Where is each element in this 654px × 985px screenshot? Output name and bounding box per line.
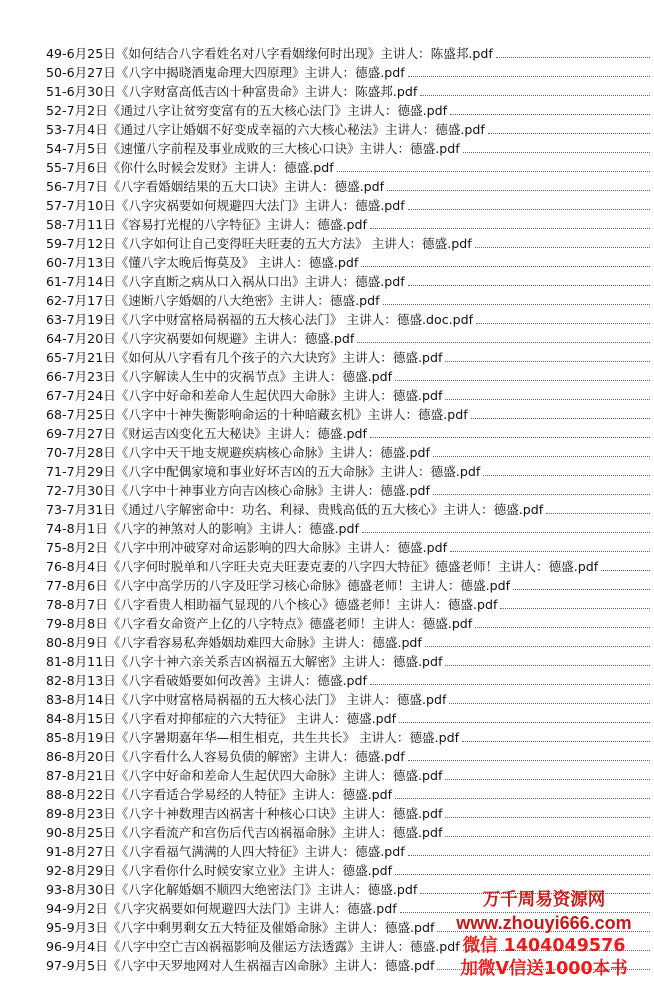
list-item-title: 72-7月30日《八字中十神事业方向吉凶核心命脉》主讲人：德盛.pdf <box>46 483 430 498</box>
dot-leader <box>513 588 650 590</box>
list-item <box>46 841 650 860</box>
list-item-title: 73-7月31日《通过八字解密命中：功名、利禄、贵贱高低的五大核心》主讲人：德盛.pdf <box>46 502 544 517</box>
list-item <box>46 252 650 271</box>
list-item <box>46 822 650 841</box>
list-item-title: 64-7月20日《八字灾祸要如何规避》主讲人：德盛.pdf <box>46 331 355 346</box>
dot-leader <box>445 835 650 837</box>
watermark-wechat: 微信 1404049576 <box>462 936 626 956</box>
list-item-title: 50-6月27日《八字中揭晓酒鬼命理大四原理》主讲人：德盛.pdf <box>46 65 405 80</box>
dot-leader <box>408 208 650 210</box>
list-item <box>46 518 650 537</box>
watermark-promo: 加微V信送1000本书 <box>460 959 628 979</box>
list-item-title: 76-8月4日《八字何时脱单和八字旺夫克夫旺妻克妻的八字四大特征》德盛老师！主讲人：德盛.pdf <box>46 559 599 574</box>
dot-leader <box>475 246 650 248</box>
file-list <box>46 43 650 974</box>
list-item <box>46 271 650 290</box>
list-item <box>46 784 650 803</box>
list-item-title: 55-7月6日《你什么时候会发财》主讲人：德盛.pdf <box>46 160 334 175</box>
dot-leader <box>546 512 650 514</box>
dot-leader <box>471 417 650 419</box>
dot-leader <box>488 132 650 134</box>
list-item-title: 71-7月29日《八字中配偶家境和事业好坏吉凶的五大命脉》主讲人：德盛.pdf <box>46 464 481 479</box>
list-item-title: 83-8月14日《八字中财富格局祸福的五大核心法门》 主讲人：德盛.pdf <box>46 692 447 707</box>
list-item-title: 84-8月15日《八字看对抑郁症的六大特征》 主讲人：德盛.pdf <box>46 711 397 726</box>
list-item <box>46 214 650 233</box>
list-item-title: 70-7月28日《八字中天干地支规避疾病核心命脉》主讲人：德盛.pdf <box>46 445 430 460</box>
dot-leader <box>483 474 650 476</box>
list-item <box>46 860 650 879</box>
list-item-title: 80-8月9日《八字看容易私奔婚姻劫难四大命脉》主讲人：德盛.pdf <box>46 635 422 650</box>
list-item-title: 58-7月11日《容易打光棍的八字特征》主讲人：德盛.pdf <box>46 217 367 232</box>
list-item-title: 90-8月25日《八字看流产和宫伤后代吉凶祸福命脉》主讲人：德盛.pdf <box>46 825 443 840</box>
dot-leader <box>408 75 650 77</box>
list-item <box>46 765 650 784</box>
dot-leader <box>433 455 650 457</box>
list-item <box>46 309 650 328</box>
list-item <box>46 708 650 727</box>
list-item <box>46 62 650 81</box>
dot-leader <box>383 303 650 305</box>
dot-leader <box>387 189 650 191</box>
list-item <box>46 613 650 632</box>
dot-leader <box>476 322 650 324</box>
list-item <box>46 328 650 347</box>
list-item-title: 69-7月27日《财运吉凶变化五大秘诀》主讲人：德盛.pdf <box>46 426 367 441</box>
list-item-title: 75-8月2日《八字中刑冲破穿对命运影响的四大命脉》主讲人：德盛.pdf <box>46 540 448 555</box>
list-item-title: 93-8月30日《八字化解婚姻不顺四大绝密法门》主讲人：德盛.pdf <box>46 882 418 897</box>
list-item <box>46 176 650 195</box>
dot-leader <box>445 816 650 818</box>
dot-leader <box>370 436 650 438</box>
list-item <box>46 404 650 423</box>
list-item <box>46 100 650 119</box>
list-item <box>46 727 650 746</box>
list-item-title: 88-8月22日《八字看适合学易经的人特征》主讲人：德盛.pdf <box>46 787 393 802</box>
list-item-title: 86-8月20日《八字看什么人容易负债的解密》主讲人：德盛.pdf <box>46 749 405 764</box>
list-item-title: 49-6月25日《如何结合八字看姓名对八字看姻缘何时出现》主讲人：陈盛邦.pdf <box>46 46 493 61</box>
dot-leader <box>337 170 650 172</box>
dot-leader <box>420 94 650 96</box>
dot-leader <box>395 379 650 381</box>
list-item-title: 57-7月10日《八字灾祸要如何规避四大法门》主讲人：德盛.pdf <box>46 198 405 213</box>
list-item <box>46 556 650 575</box>
dot-leader <box>408 854 650 856</box>
dot-leader <box>357 341 650 343</box>
dot-leader <box>445 778 650 780</box>
dot-leader <box>370 683 650 685</box>
watermark-site-name: 万千周易资源网 <box>482 890 606 910</box>
list-item-title: 92-8月29日《八字看你什么时候安家立业》主讲人：德盛.pdf <box>46 863 393 878</box>
list-item-title: 81-8月11日《八字十神六亲关系吉凶祸福五大解密》主讲人：德盛.pdf <box>46 654 443 669</box>
list-item-title: 54-7月5日《速懂八字前程及事业成败的三大核心口诀》主讲人：德盛.pdf <box>46 141 460 156</box>
list-item-title: 60-7月13日《懂八字太晚后悔莫及》 主讲人：德盛.pdf <box>46 255 359 270</box>
list-item-title: 97-9月5日《八字中天罗地网对人生祸福吉凶命脉》主讲人：德盛.pdf <box>46 958 435 973</box>
dot-leader <box>408 759 650 761</box>
list-item <box>46 651 650 670</box>
list-item-title: 53-7月4日《通过八字让婚姻不好变成幸福的六大核心秘法》主讲人：德盛.pdf <box>46 122 485 137</box>
watermark <box>444 889 644 981</box>
list-item <box>46 689 650 708</box>
dot-leader <box>433 493 650 495</box>
list-item-title: 66-7月23日《八字解读人生中的灾祸节点》主讲人：德盛.pdf <box>46 369 393 384</box>
list-item-title: 61-7月14日《八字直断之病从口入祸从口出》主讲人：德盛.pdf <box>46 274 405 289</box>
list-item <box>46 157 650 176</box>
dot-leader <box>450 113 650 115</box>
list-item-title: 52-7月2日《通过八字让贫穷变富有的五大核心法门》主讲人：德盛.pdf <box>46 103 448 118</box>
list-item <box>46 385 650 404</box>
list-item-title: 67-7月24日《八字中好命和差命人生起伏四大命脉》主讲人：德盛.pdf <box>46 388 443 403</box>
list-item <box>46 746 650 765</box>
dot-leader <box>395 873 650 875</box>
watermark-url: www.zhouyi666.com <box>456 913 632 933</box>
dot-leader <box>395 797 650 799</box>
dot-leader <box>462 740 650 742</box>
list-item <box>46 290 650 309</box>
list-item <box>46 423 650 442</box>
list-item <box>46 803 650 822</box>
list-item-title: 68-7月25日《八字中十神失衡影响命运的十种暗藏玄机》主讲人：德盛.pdf <box>46 407 468 422</box>
dot-leader <box>445 398 650 400</box>
list-item <box>46 195 650 214</box>
list-item-title: 94-9月2日《八字灾祸要如何规避四大法门》主讲人：德盛.pdf <box>46 901 397 916</box>
list-item <box>46 233 650 252</box>
list-item-title: 56-7月7日《八字看婚姻结果的五大口诀》主讲人：德盛.pdf <box>46 179 385 194</box>
list-item <box>46 499 650 518</box>
list-item-title: 51-6月30日《八字财富高低吉凶十种富贵命》主讲人：陈盛邦.pdf <box>46 84 418 99</box>
list-item-title: 74-8月1日《八字的神煞对人的影响》主讲人：德盛.pdf <box>46 521 359 536</box>
dot-leader <box>408 284 650 286</box>
list-item-title: 78-8月7日《八字看贵人相助福气显现的八个核心》德盛老师！主讲人：德盛.pdf <box>46 597 498 612</box>
dot-leader <box>500 607 650 609</box>
dot-leader <box>601 569 650 571</box>
list-item-title: 95-9月3日《八字中剩男剩女五大特征及催婚命脉》主讲人：德盛.pdf <box>46 920 435 935</box>
list-item <box>46 138 650 157</box>
dot-leader <box>445 664 650 666</box>
dot-leader <box>475 626 650 628</box>
dot-leader <box>449 702 650 704</box>
list-item-title: 96-9月4日《八字中空亡吉凶祸福影响及催运方法透露》主讲人：德盛.pdf <box>46 939 460 954</box>
list-item <box>46 537 650 556</box>
list-item-title: 79-8月8日《八字看女命资产上亿的八字特点》德盛老师！主讲人：德盛.pdf <box>46 616 473 631</box>
list-item <box>46 347 650 366</box>
dot-leader <box>362 531 650 533</box>
list-item <box>46 81 650 100</box>
list-item <box>46 119 650 138</box>
list-item-title: 82-8月13日《八字看破婚要如何改善》主讲人：德盛.pdf <box>46 673 367 688</box>
list-item <box>46 442 650 461</box>
dot-leader <box>399 721 650 723</box>
list-item <box>46 575 650 594</box>
list-item-title: 63-7月19日《八字中财富格局祸福的五大核心法门》 主讲人：德盛.doc.pdf <box>46 312 474 327</box>
dot-leader <box>361 265 650 267</box>
list-item-title: 89-8月23日《八字十神数理吉凶祸害十种核心口诀》主讲人：德盛.pdf <box>46 806 443 821</box>
list-item-title: 62-7月17日《速断八字婚姻的八大绝密》主讲人：德盛.pdf <box>46 293 380 308</box>
list-item-title: 77-8月6日《八字中高学历的八字及旺学习核心命脉》德盛老师！主讲人：德盛.pdf <box>46 578 511 593</box>
list-item <box>46 43 650 62</box>
list-item-title: 59-7月12日《八字如何让自己变得旺夫旺妻的五大方法》 主讲人：德盛.pdf <box>46 236 472 251</box>
dot-leader <box>425 645 650 647</box>
list-item <box>46 461 650 480</box>
list-item-title: 65-7月21日《如何从八字看有几个孩子的六大诀窍》主讲人：德盛.pdf <box>46 350 443 365</box>
dot-leader <box>450 550 650 552</box>
list-item <box>46 366 650 385</box>
list-item-title: 87-8月21日《八字中好命和差命人生起伏四大命脉》主讲人：德盛.pdf <box>46 768 443 783</box>
list-item <box>46 632 650 651</box>
list-item <box>46 480 650 499</box>
dot-leader <box>463 151 650 153</box>
list-item-title: 85-8月19日《八字暑期嘉年华—相生相克，共生共长》 主讲人：德盛.pdf <box>46 730 460 745</box>
dot-leader <box>370 227 650 229</box>
dot-leader <box>496 56 650 58</box>
list-item <box>46 594 650 613</box>
list-item-title: 91-8月27日《八字看福气满满的人四大特征》主讲人：德盛.pdf <box>46 844 405 859</box>
list-item <box>46 670 650 689</box>
dot-leader <box>445 360 650 362</box>
